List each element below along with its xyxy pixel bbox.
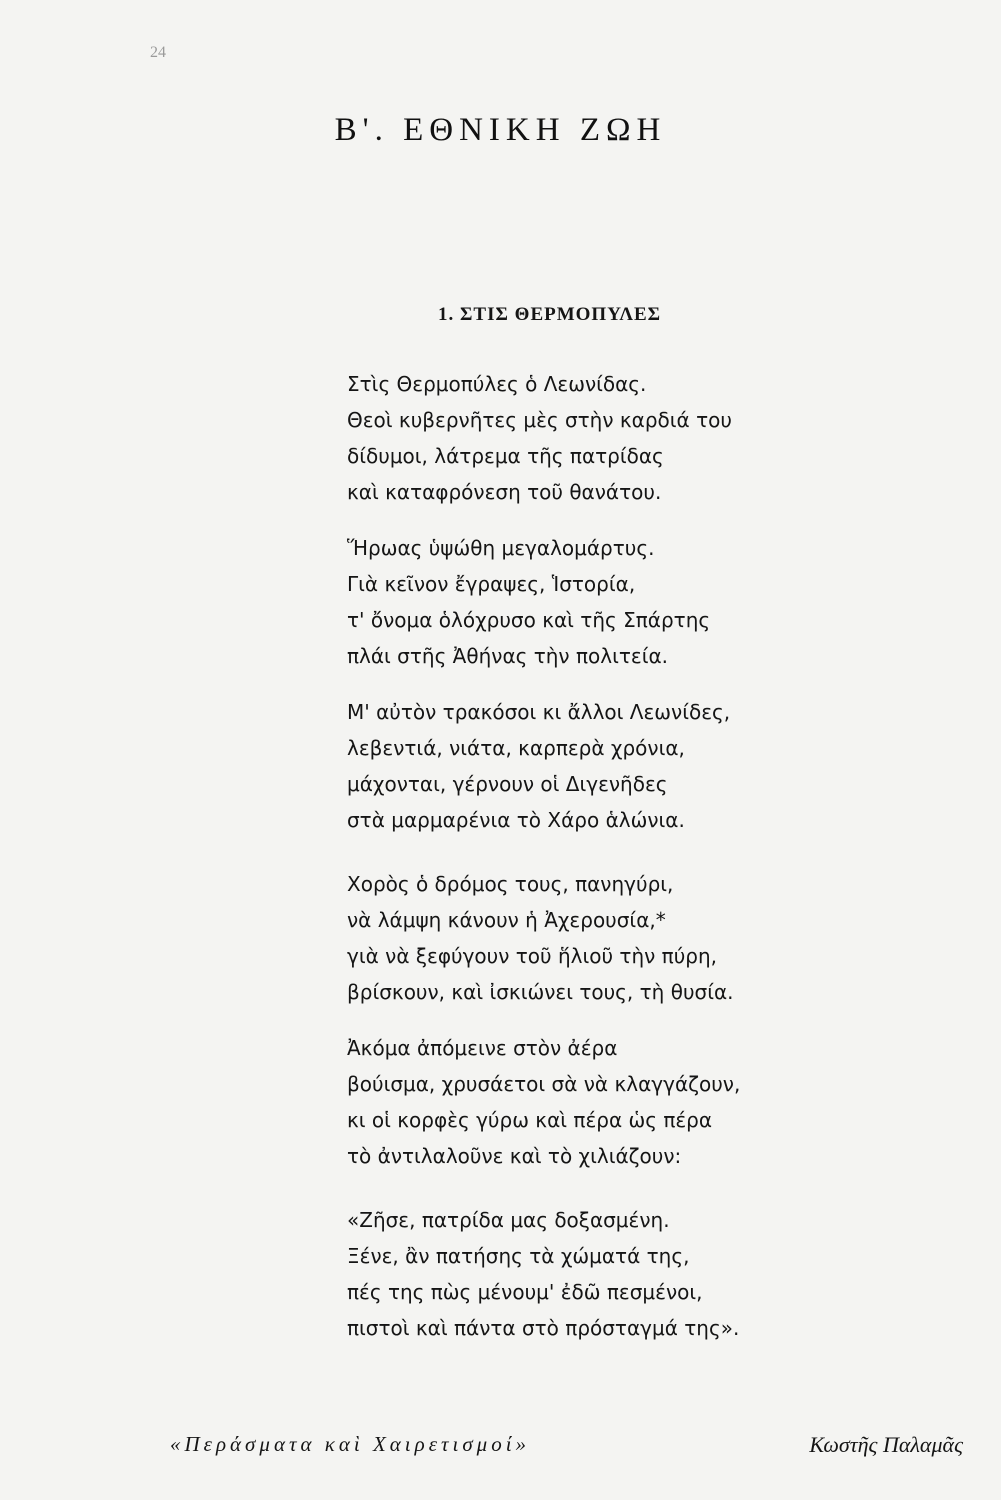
poem-title: 1. ΣΤΙΣ ΘΕΡΜΟΠΥΛΕΣ [438, 304, 662, 325]
poem-line: Ἀκόμα ἀπόμεινε στὸν ἀέρα [347, 1036, 618, 1060]
poem-line: νὰ λάμψη κάνουν ἡ Ἀχερουσία,* [347, 908, 666, 932]
poem-line: Μ' αὐτὸν τρακόσοι κι ἄλλοι Λεωνίδες, [347, 700, 731, 724]
poem-line: πές της πὼς μένουμ' ἐδῶ πεσμένοι, [347, 1280, 703, 1304]
stanza [347, 530, 907, 674]
poem-line: μάχονται, γέρνουν οἱ Διγενῆδες [347, 772, 668, 796]
stanza [347, 694, 907, 838]
poem-line: Χορὸς ὁ δρόμος τους, πανηγύρι, [347, 872, 674, 896]
poem-line: Ἥρωας ὑψώθη μεγαλομάρτυς. [347, 536, 655, 560]
poem-line: βρίσκουν, καὶ ἰσκιώνει τους, τὴ θυσία. [347, 980, 734, 1004]
poem-body [347, 366, 907, 1366]
section-title: Β'. ΕΘΝΙΚΗ ΖΩΗ [334, 112, 667, 148]
poem-line: Ξένε, ἂν πατήσης τὰ χώματά της, [347, 1244, 690, 1268]
poem-line: Στὶς Θερμοπύλες ὁ Λεωνίδας. [347, 372, 647, 396]
poem-line: λεβεντιά, νιάτα, καρπερὰ χρόνια, [347, 736, 685, 760]
poem-line: πλάι στῆς Ἀθήνας τὴν πολιτεία. [347, 644, 669, 668]
poem-line: πιστοὶ καὶ πάντα στὸ πρόσταγμά της». [347, 1316, 740, 1340]
poem-line: βούισμα, χρυσάετοι σὰ νὰ κλαγγάζουν, [347, 1072, 741, 1096]
poem-line: Γιὰ κεῖνον ἔγραψες, Ἱστορία, [347, 572, 636, 596]
source-citation: «Περάσματα καὶ Χαιρετισμοί» [170, 1432, 531, 1456]
poem-line: στὰ μαρμαρένια τὸ Χάρο ἁλώνια. [347, 808, 685, 832]
poem-line: «Ζῆσε, πατρίδα μας δοξασμένη. [347, 1208, 670, 1232]
stanza [347, 1030, 907, 1174]
poem-line: Θεοὶ κυβερνῆτες μὲς στὴν καρδιά του [347, 408, 732, 432]
poem-line: καὶ καταφρόνεση τοῦ θανάτου. [347, 480, 662, 504]
stanza [347, 1202, 907, 1346]
stanza [347, 866, 907, 1010]
stanza [347, 366, 907, 510]
poem-line: τὸ ἀντιλαλοῦνε καὶ τὸ χιλιάζουν: [347, 1144, 682, 1168]
author-name: Κωστῆς Παλαμᾶς [809, 1432, 963, 1457]
page-number: 24 [150, 44, 166, 61]
poem-line: τ' ὄνομα ὁλόχρυσο καὶ τῆς Σπάρτης [347, 608, 711, 632]
poem-line: γιὰ νὰ ξεφύγουν τοῦ ἥλιοῦ τὴν πύρη, [347, 944, 717, 968]
poem-line: δίδυμοι, λάτρεμα τῆς πατρίδας [347, 444, 664, 468]
poem-line: κι οἱ κορφὲς γύρω καὶ πέρα ὡς πέρα [347, 1108, 713, 1132]
